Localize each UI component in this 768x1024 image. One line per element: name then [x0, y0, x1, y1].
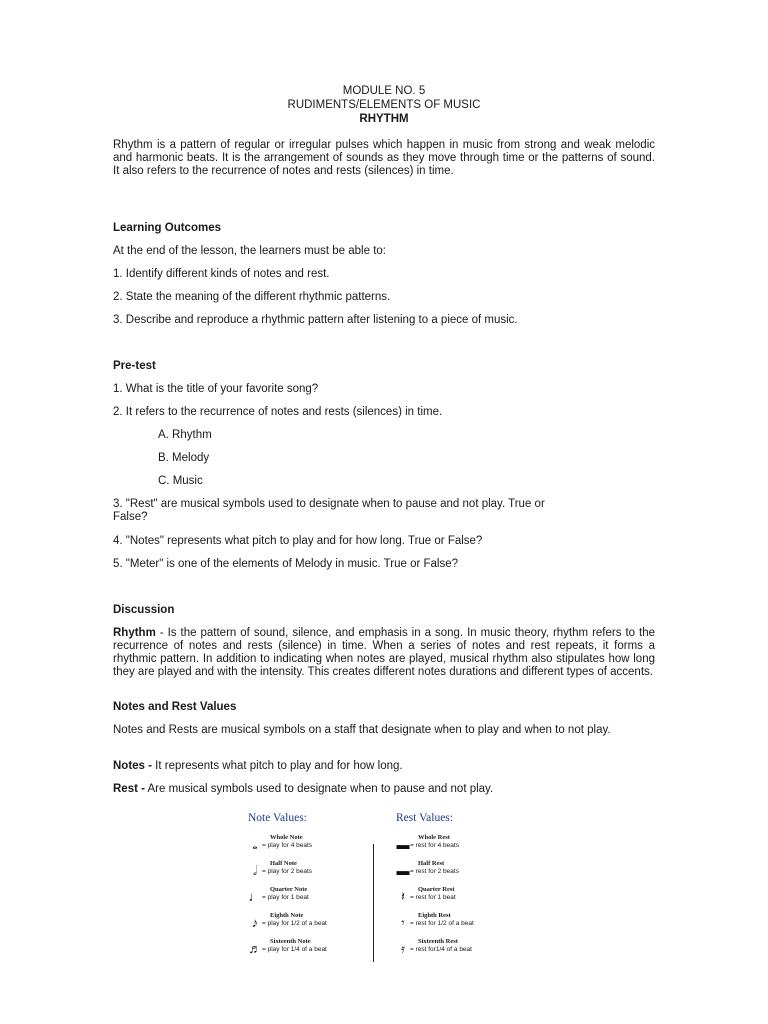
learning-outcomes-lead: At the end of the lesson, the learners must be able to:	[113, 245, 386, 257]
pretest-question-2: 2. It refers to the recurrence of notes and rests (silences) in time.	[113, 406, 443, 418]
pretest-question-3	[113, 498, 655, 524]
note-rest-values-figure	[246, 812, 526, 962]
note-value-description: = play for 1 beat	[262, 894, 309, 901]
notes-text: It represents what pitch to play and for how long.	[151, 760, 403, 772]
rest-value-name: Sixteenth Rest	[418, 938, 458, 945]
rest-value-description: = rest for 1/2 of a beat	[410, 920, 474, 927]
column-divider	[373, 844, 374, 962]
note-value-description: = play for 1/4 of a beat	[262, 946, 327, 953]
eighth-rest-icon: 𝄾	[401, 915, 405, 930]
sixteenth-rest-icon: 𝄿	[401, 941, 405, 956]
module-number: MODULE NO. 5	[342, 85, 426, 97]
rest-value-name: Whole Rest	[418, 834, 450, 841]
eighth-note-icon: ♪	[251, 915, 259, 930]
notes-rest-values-paragraph: Notes and Rests are musical symbols on a staff that designate when to play and when to not play.	[113, 724, 611, 736]
choice-b: B. Melody	[158, 452, 210, 464]
learning-outcomes-heading: Learning Outcomes	[113, 222, 221, 234]
discussion-heading: Discussion	[113, 604, 175, 616]
rest-value-description: = rest for 2 beats	[410, 868, 459, 875]
rest-term: Rest -	[113, 783, 145, 795]
rest-values-list	[396, 834, 526, 962]
note-value-description: = play for 2 beats	[262, 868, 313, 875]
sixteenth-note-icon: ♬	[248, 941, 262, 956]
rest-values-column	[396, 812, 453, 825]
rest-value-description: = rest for 4 beats	[410, 842, 459, 849]
note-value-name: Eighth Note	[270, 912, 304, 919]
pretest-heading: Pre-test	[113, 360, 156, 372]
rest-value-name: Quarter Rest	[418, 886, 455, 893]
intro-paragraph: Rhythm is a pattern of regular or irregular pulses which happen in music from strong and weak melodic and harmonic beats. It is the arrangement of sounds as they move through time or the patterns of sound. It also refers to the recurrence of notes and rests (silences) in time.	[113, 139, 655, 177]
quarter-rest-icon: 𝄽	[401, 889, 405, 904]
pretest-question-5: 5. "Meter" is one of the elements of Melody in music. True or False?	[113, 558, 459, 570]
note-value-description: = play for 1/2 of a beat	[262, 920, 327, 927]
note-value-name: Half Note	[270, 860, 297, 867]
pretest-question-3-line-1: 3. "Rest" are musical symbols used to designate when to pause and not play. True or	[113, 498, 545, 510]
rest-text: Are musical symbols used to designate when to pause and not play.	[144, 783, 494, 795]
rest-definition	[113, 783, 655, 796]
note-value-name: Quarter Note	[270, 886, 308, 893]
pretest-question-3-line-2: False?	[113, 511, 148, 523]
rest-value-description: = rest for 1 beat	[410, 894, 456, 901]
note-value-description: = play for 4 beats	[262, 842, 313, 849]
rest-value-description: = rest for1/4 of a beat	[410, 946, 472, 953]
choice-a: A. Rhythm	[158, 429, 212, 441]
outcome-item: 3. Describe and reproduce a rhythmic pattern after listening to a piece of music.	[113, 314, 518, 326]
pretest-question-4: 4. "Notes" represents what pitch to play and for how long. True or False?	[113, 535, 483, 547]
whole-note-icon: 𝅝	[252, 837, 258, 852]
half-rest-icon: ▬	[396, 863, 410, 878]
note-values-column	[248, 812, 307, 825]
pretest-question-1: 1. What is the title of your favorite song?	[113, 383, 319, 395]
outcome-item: 1. Identify different kinds of notes and rest.	[113, 268, 330, 280]
choice-c: C. Music	[158, 475, 203, 487]
quarter-note-icon: ♩	[248, 889, 262, 904]
note-value-name: Whole Note	[270, 834, 303, 841]
module-topic: RHYTHM	[359, 113, 409, 125]
rest-value-name: Half Rest	[418, 860, 445, 867]
rhythm-definition: - Is the pattern of sound, silence, and emphasis in a song. In music theory, rhythm refers to the recurrence of notes and rests (silence) in time. When a series of notes and rest repeats, it forms a rhythmic pattern. In addition to indicating when notes are played, musical rhythm also stipulates how long they are played and with the intensity. This creates different notes durations and different types of accents.	[113, 627, 655, 678]
notes-rest-values-heading: Notes and Rest Values	[113, 701, 237, 713]
rhythm-paragraph	[113, 627, 655, 679]
notes-definition	[113, 760, 655, 773]
outcome-item: 2. State the meaning of the different rhythmic patterns.	[113, 291, 391, 303]
note-value-name: Sixteenth Note	[270, 938, 311, 945]
note-values-header: Note Values:	[248, 812, 307, 824]
rest-value-name: Eighth Rest	[418, 912, 451, 919]
rhythm-term: Rhythm	[113, 627, 156, 639]
note-values-list	[248, 834, 368, 962]
half-note-icon: 𝅗𝅥	[252, 863, 258, 878]
rest-values-header: Rest Values:	[396, 812, 453, 824]
notes-term: Notes -	[113, 760, 152, 772]
whole-rest-icon: ▬	[396, 837, 410, 852]
module-subtitle: RUDIMENTS/ELEMENTS OF MUSIC	[287, 99, 481, 111]
